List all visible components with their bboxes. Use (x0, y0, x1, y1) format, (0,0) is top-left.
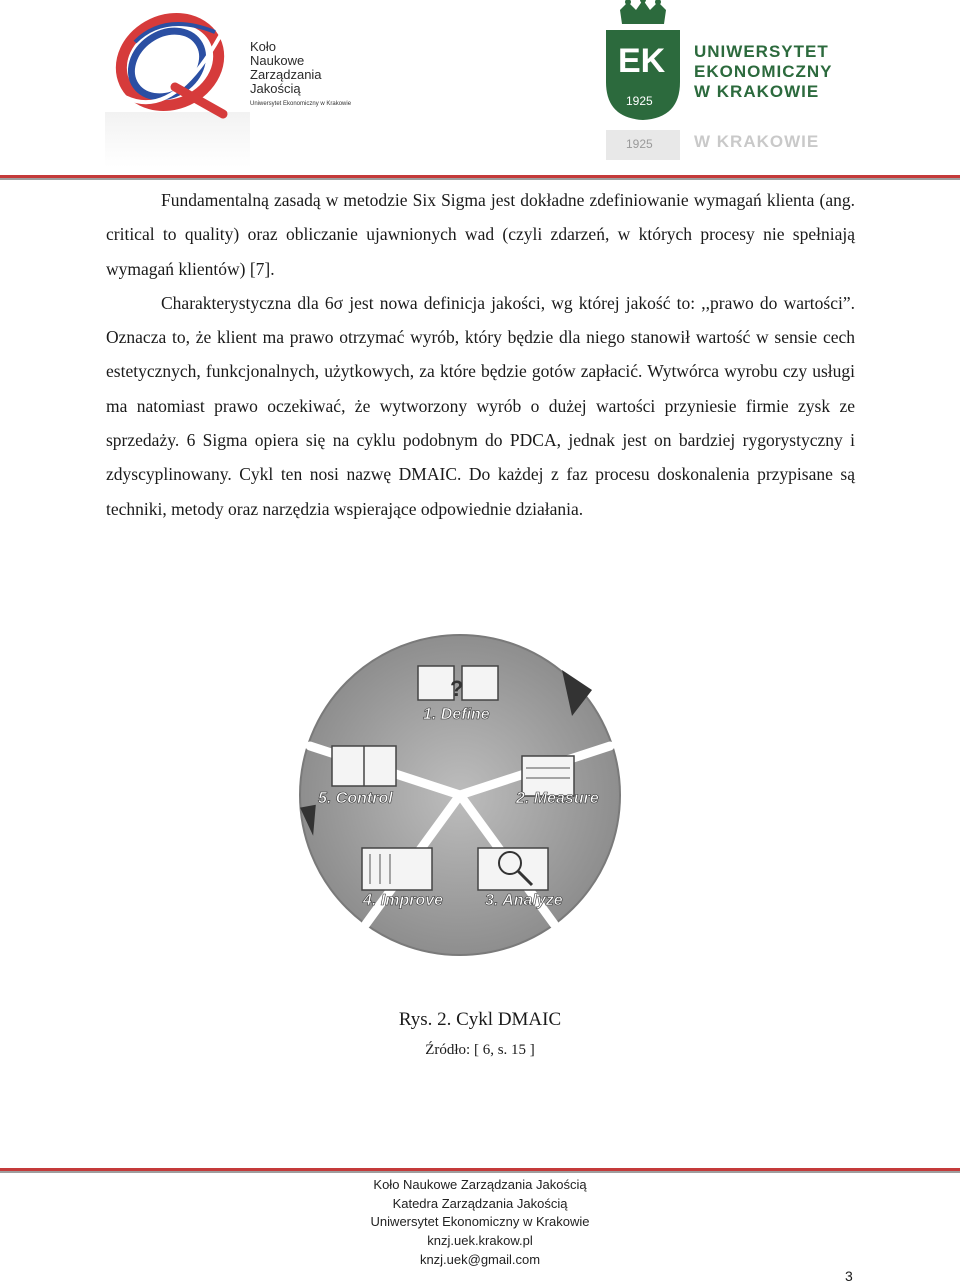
svg-text:?: ? (450, 676, 464, 701)
footer-divider-shadow (0, 1171, 960, 1173)
uek-logo (598, 0, 860, 165)
figure-caption: Rys. 2. Cykl DMAIC (398, 1009, 562, 1030)
paragraph-1: Fundamentalną zasadą w metodzie Six Sigma jest dokładne zdefiniowanie wymagań klienta (ang. critical to quality) oraz obliczanie ujawnionych wad (czyli zdarzeń, w których procesy nie spełniają wymagań klientów) [7]. (106, 190, 855, 279)
footer-line-org: Koło Naukowe Zarządzania Jakością (373, 1177, 587, 1192)
uek-crest-icon (598, 0, 688, 165)
dmaic-wheel (290, 628, 630, 963)
q-swoosh-icon (105, 2, 250, 167)
kolo-logo-text: Koło Naukowe Zarządzania Jakością (250, 39, 322, 96)
svg-text:1. Define: 1. Define (423, 706, 490, 723)
dmaic-diagram (290, 628, 630, 963)
kolo-logo-subtitle: Uniwersytet Ekonomiczny w Krakowie (250, 101, 352, 107)
page-header (0, 0, 960, 180)
svg-text:3. Analyze: 3. Analyze (485, 892, 563, 909)
uek-name: UNIWERSYTET EKONOMICZNY W KRAKOWIE (694, 42, 833, 101)
svg-text:2. Measure: 2. Measure (516, 790, 599, 807)
uek-name-reflection: W KRAKOWIE (694, 132, 820, 151)
kolo-naukowe-logo (105, 2, 360, 167)
footer-line-dept: Katedra Zarządzania Jakością (392, 1195, 568, 1211)
svg-text:4. Improve: 4. Improve (363, 892, 444, 909)
page-footer (0, 1176, 960, 1270)
footer-website[interactable]: knzj.uek.krakow.pl (427, 1233, 533, 1249)
paragraph-2: Charakterystyczna dla 6σ jest nowa definicja jakości, wg której jakość to: ,,prawo do wartości”. Oznacza to, że klient ma prawo otrzymać wyrób, który będzie dla niego stanowił wartość w sensie cech estetycznych, funkcjonalnych, użytkowych, za które będzie gotów zapłacić. Wytwórca wyrobu czy usługi ma natomiast prawo oczekiwać, że wytworzony wyrób o dużej wartości przyniesie firmie zysk ze sprzedaży. 6 Sigma opiera się na cyklu podobnym do PDCA, jednak jest on bardziej rygorystyczny i zdyscyplinowany. Cykl ten nosi nazwę DMAIC. Do każdej z faz procesu doskonalenia przypisane są techniki, metody oraz narzędzia wspierające odpowiednie działania. (106, 292, 855, 519)
header-divider-shadow (0, 178, 960, 180)
main-text (106, 183, 855, 526)
svg-text:1925: 1925 (626, 137, 653, 151)
footer-line-university: Uniwersytet Ekonomiczny w Krakowie (370, 1214, 590, 1230)
svg-text:EK: EK (618, 42, 666, 80)
svg-text:5. Control: 5. Control (318, 790, 393, 807)
footer-email[interactable]: knzj.uek@gmail.com (419, 1251, 541, 1267)
improve-segment (362, 848, 443, 909)
page-number: 3 (845, 1268, 853, 1284)
figure-source: Źródło: [ 6, s. 15 ] (425, 1042, 535, 1058)
svg-text:1925: 1925 (626, 94, 653, 108)
